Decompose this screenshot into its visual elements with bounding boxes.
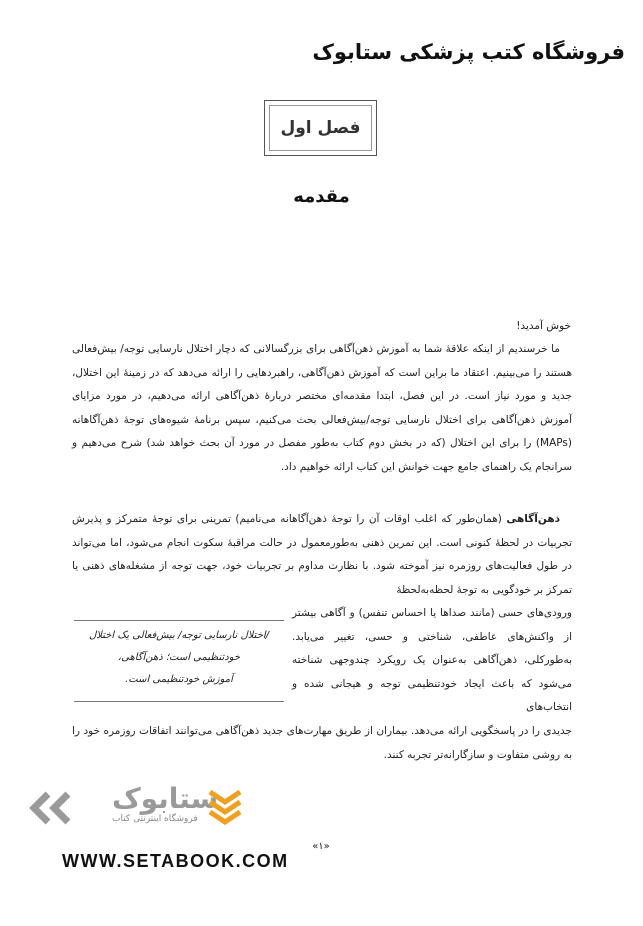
mindfulness-paragraph-text: (همان‌طور که اغلب اوقات آن را توجهٔ ذهن‌آگاهانه می‌نامیم) تمرینی برای توجهٔ متمرکز و پذیرش تجربیات در لحظهٔ کنونی است. این تمرین ذهنی به‌طورمعمول در حالت مراقبهٔ سکوت انجام می‌شود، اما می‌تواند در طول فعالیت‌های روزمره نیز آموخته شود. با نظارت مداوم بر تجربیات خود، جهت توجه از مشغله‌های ذهنی یا تمرکز بر خودگویی به توجهٔ لحظه‌به‌لحظهٔ xyxy=(72,513,572,596)
pull-quote-text xyxy=(74,621,284,691)
logo-tagline: فروشگاه اینترنتی کتاب xyxy=(112,814,198,824)
pull-quote-line-2: خودتنظیمی است؛ ذهن‌آگاهی، xyxy=(117,652,241,663)
mindfulness-term: ذهن‌آگاهی xyxy=(506,513,560,525)
setabook-logo xyxy=(26,780,276,832)
chevron-arrows-icon xyxy=(26,788,106,828)
chapter-box xyxy=(264,100,377,156)
intro-paragraph: ما خرسندیم از اینکه علاقهٔ شما به آموزش ذهن‌آگاهی برای بزرگسالانی که دچار اختلال نارسایی توجه/ بیش‌فعالی هستند را می‌بینیم. اعتقاد ما براین است که آموزش ذهن‌آگاهی، راهبردهایی را ارائه می‌دهد که در زمینهٔ این اختلال، جدید و مورد نیاز است. در این فصل، ابتدا مقدمه‌ای مختصر دربارهٔ ذهن‌آگاهی ارائه می‌دهیم، در مورد مزایای آموزش ذهن‌آگاهی برای اختلال نارسایی توجه/بیش‌فعالی بحث می‌کنیم، سپس برنامهٔ شیوه‌های توجهٔ ذهن‌آگاهانه (MAPs) را برای این اختلال (که در بخش دوم کتاب به‌طور مفصل در مورد آن بحث خواهد شد) شرح می‌دهیم و سرانجام یک راهنمای جامع جهت خوانش این کتاب ارائه خواهیم داد. xyxy=(72,343,572,473)
mindfulness-paragraph xyxy=(72,508,572,602)
mindfulness-paragraph-continued: ورودی‌های حسی (مانند صداها یا احساس تنفس) و آگاهی بیشتر از واکنش‌های عاطفی، شناختی و حسی، تغییر می‌یابد. به‌طورکلی، ذهن‌آگاهی به‌عنوان یک رویکرد چندوجهی شناخته می‌شود که باعث ایجاد خودتنظیمی توجه و هیجانی شده و انتخاب‌های xyxy=(292,607,572,713)
section-title: مقدمه xyxy=(293,186,350,207)
greeting-text: خوش آمدید! xyxy=(516,320,571,332)
store-url[interactable]: WWW.SETABOOK.COM xyxy=(62,851,289,871)
chapter-label: فصل اول xyxy=(269,105,372,151)
logo-wordmark: ستابوک xyxy=(112,782,219,815)
page-number: «۱» xyxy=(312,841,330,852)
pull-quote-line-3: آموزش خودتنظیمی است. xyxy=(125,674,233,685)
pull-quote-line-1: /اختلال نارسایی توجه/ بیش‌فعالی یک اختلال xyxy=(88,630,270,641)
book-stack-icon xyxy=(208,784,242,828)
pull-quote-box xyxy=(74,620,284,702)
store-header-title: فروشگاه کتب پزشکی ستابوک xyxy=(312,40,625,64)
closing-paragraph: جدیدی را در پاسخگویی ارائه می‌دهد. بیماران از طریق مهارت‌های جدید ذهن‌آگاهی می‌توانند اتفاقات روزمره خود را به روشی متفاوت و سازگارانه‌تر تجربه کنند. xyxy=(72,725,572,761)
